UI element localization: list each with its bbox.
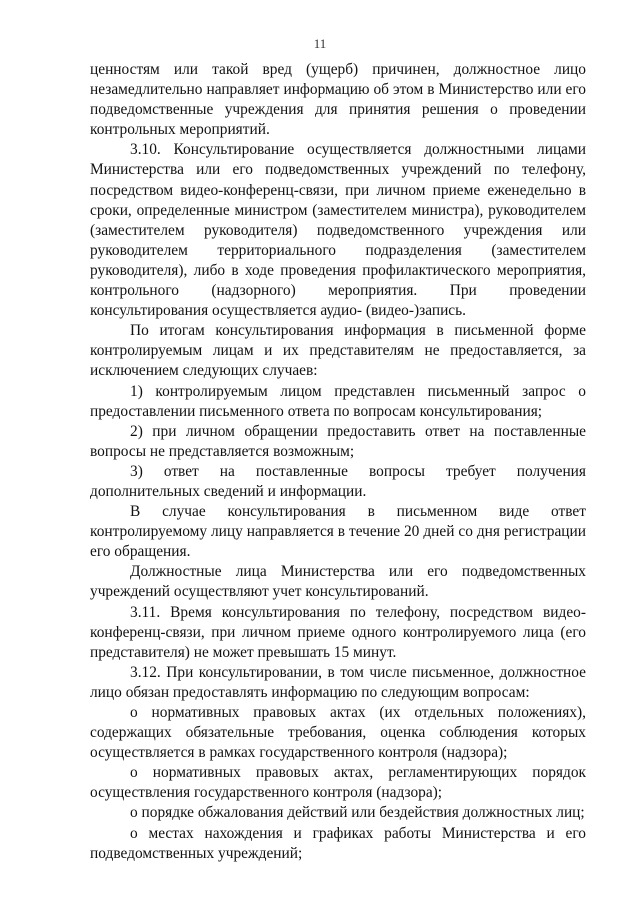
paragraph-3-12-topics: 3.12. При консультировании, в том числе письменное, должностное лицо обязан предоставлять информацию по следующим вопросам: [90, 663, 586, 701]
paragraph-written-answer: В случае консультирования в письменном виде ответ контролируемому лицу направляется в течение 20 дней со дня регистрации его обращения. [90, 503, 586, 561]
list-item-2: 2) при личном обращении предоставить ответ на поставленные вопросы не представляется возможным; [90, 422, 586, 460]
list-item-3: 3) ответ на поставленные вопросы требует получения дополнительных сведений и информации. [90, 462, 586, 500]
topic-normative-acts: о нормативных правовых актах (их отдельных положениях), содержащих обязательные требования, оценка соблюдения которых осуществляется в рамках государственного контроля (надзора); [90, 704, 586, 762]
topic-appeal-procedure: о порядке обжалования действий или бездействия должностных лиц; [130, 804, 585, 822]
paragraph-written-form: По итогам консультирования информация в письменной форме контролируемым лицам и их представителям не предоставляется, за исключением следующих случаев: [90, 322, 586, 380]
topic-regulating-acts: о нормативных правовых актах, регламентирующих порядок осуществления государственного контроля (надзора); [90, 764, 586, 802]
paragraph-continuation: ценностям или такой вред (ущерб) причинен, должностное лицо незамедлительно направляет информацию об этом в Министерство или его подведомственные учреждения для принятия решения о проведении контрольных мероприятий. [90, 61, 586, 139]
page-number: 11 [313, 36, 327, 51]
paragraph-3-10-consultation: 3.10. Консультирование осуществляется должностными лицами Министерства или его подведомственных учреждений по телефону, посредством видео-конференц-связи, при личном приеме еженедельно в сроки, определенные министром (заместителем министра), руководителем (заместителем руководителя) подведомственного учреждения или руководителем территориального подразделения (заместителем руководителя), либо в ходе проведения профилактического мероприятия, контрольного (надзорного) мероприятия. При проведении консультирования осуществляется аудио- (видео-)запись. [90, 141, 586, 320]
list-item-1: 1) контролируемым лицом представлен письменный запрос о предоставлении письменного ответа по вопросам консультирования; [90, 382, 586, 420]
paragraph-accounting: Должностные лица Министерства или его подведомственных учреждений осуществляют учет консультирований. [90, 563, 586, 601]
topic-locations-schedules: о местах нахождения и графиках работы Министерства и его подведомственных учреждений; [90, 824, 586, 862]
paragraph-3-11-time-limit: 3.11. Время консультирования по телефону, посредством видео-конференц-связи, при личном приеме одного контролируемого лица (его представителя) не может превышать 15 минут. [90, 603, 586, 661]
document-body [90, 60, 586, 864]
